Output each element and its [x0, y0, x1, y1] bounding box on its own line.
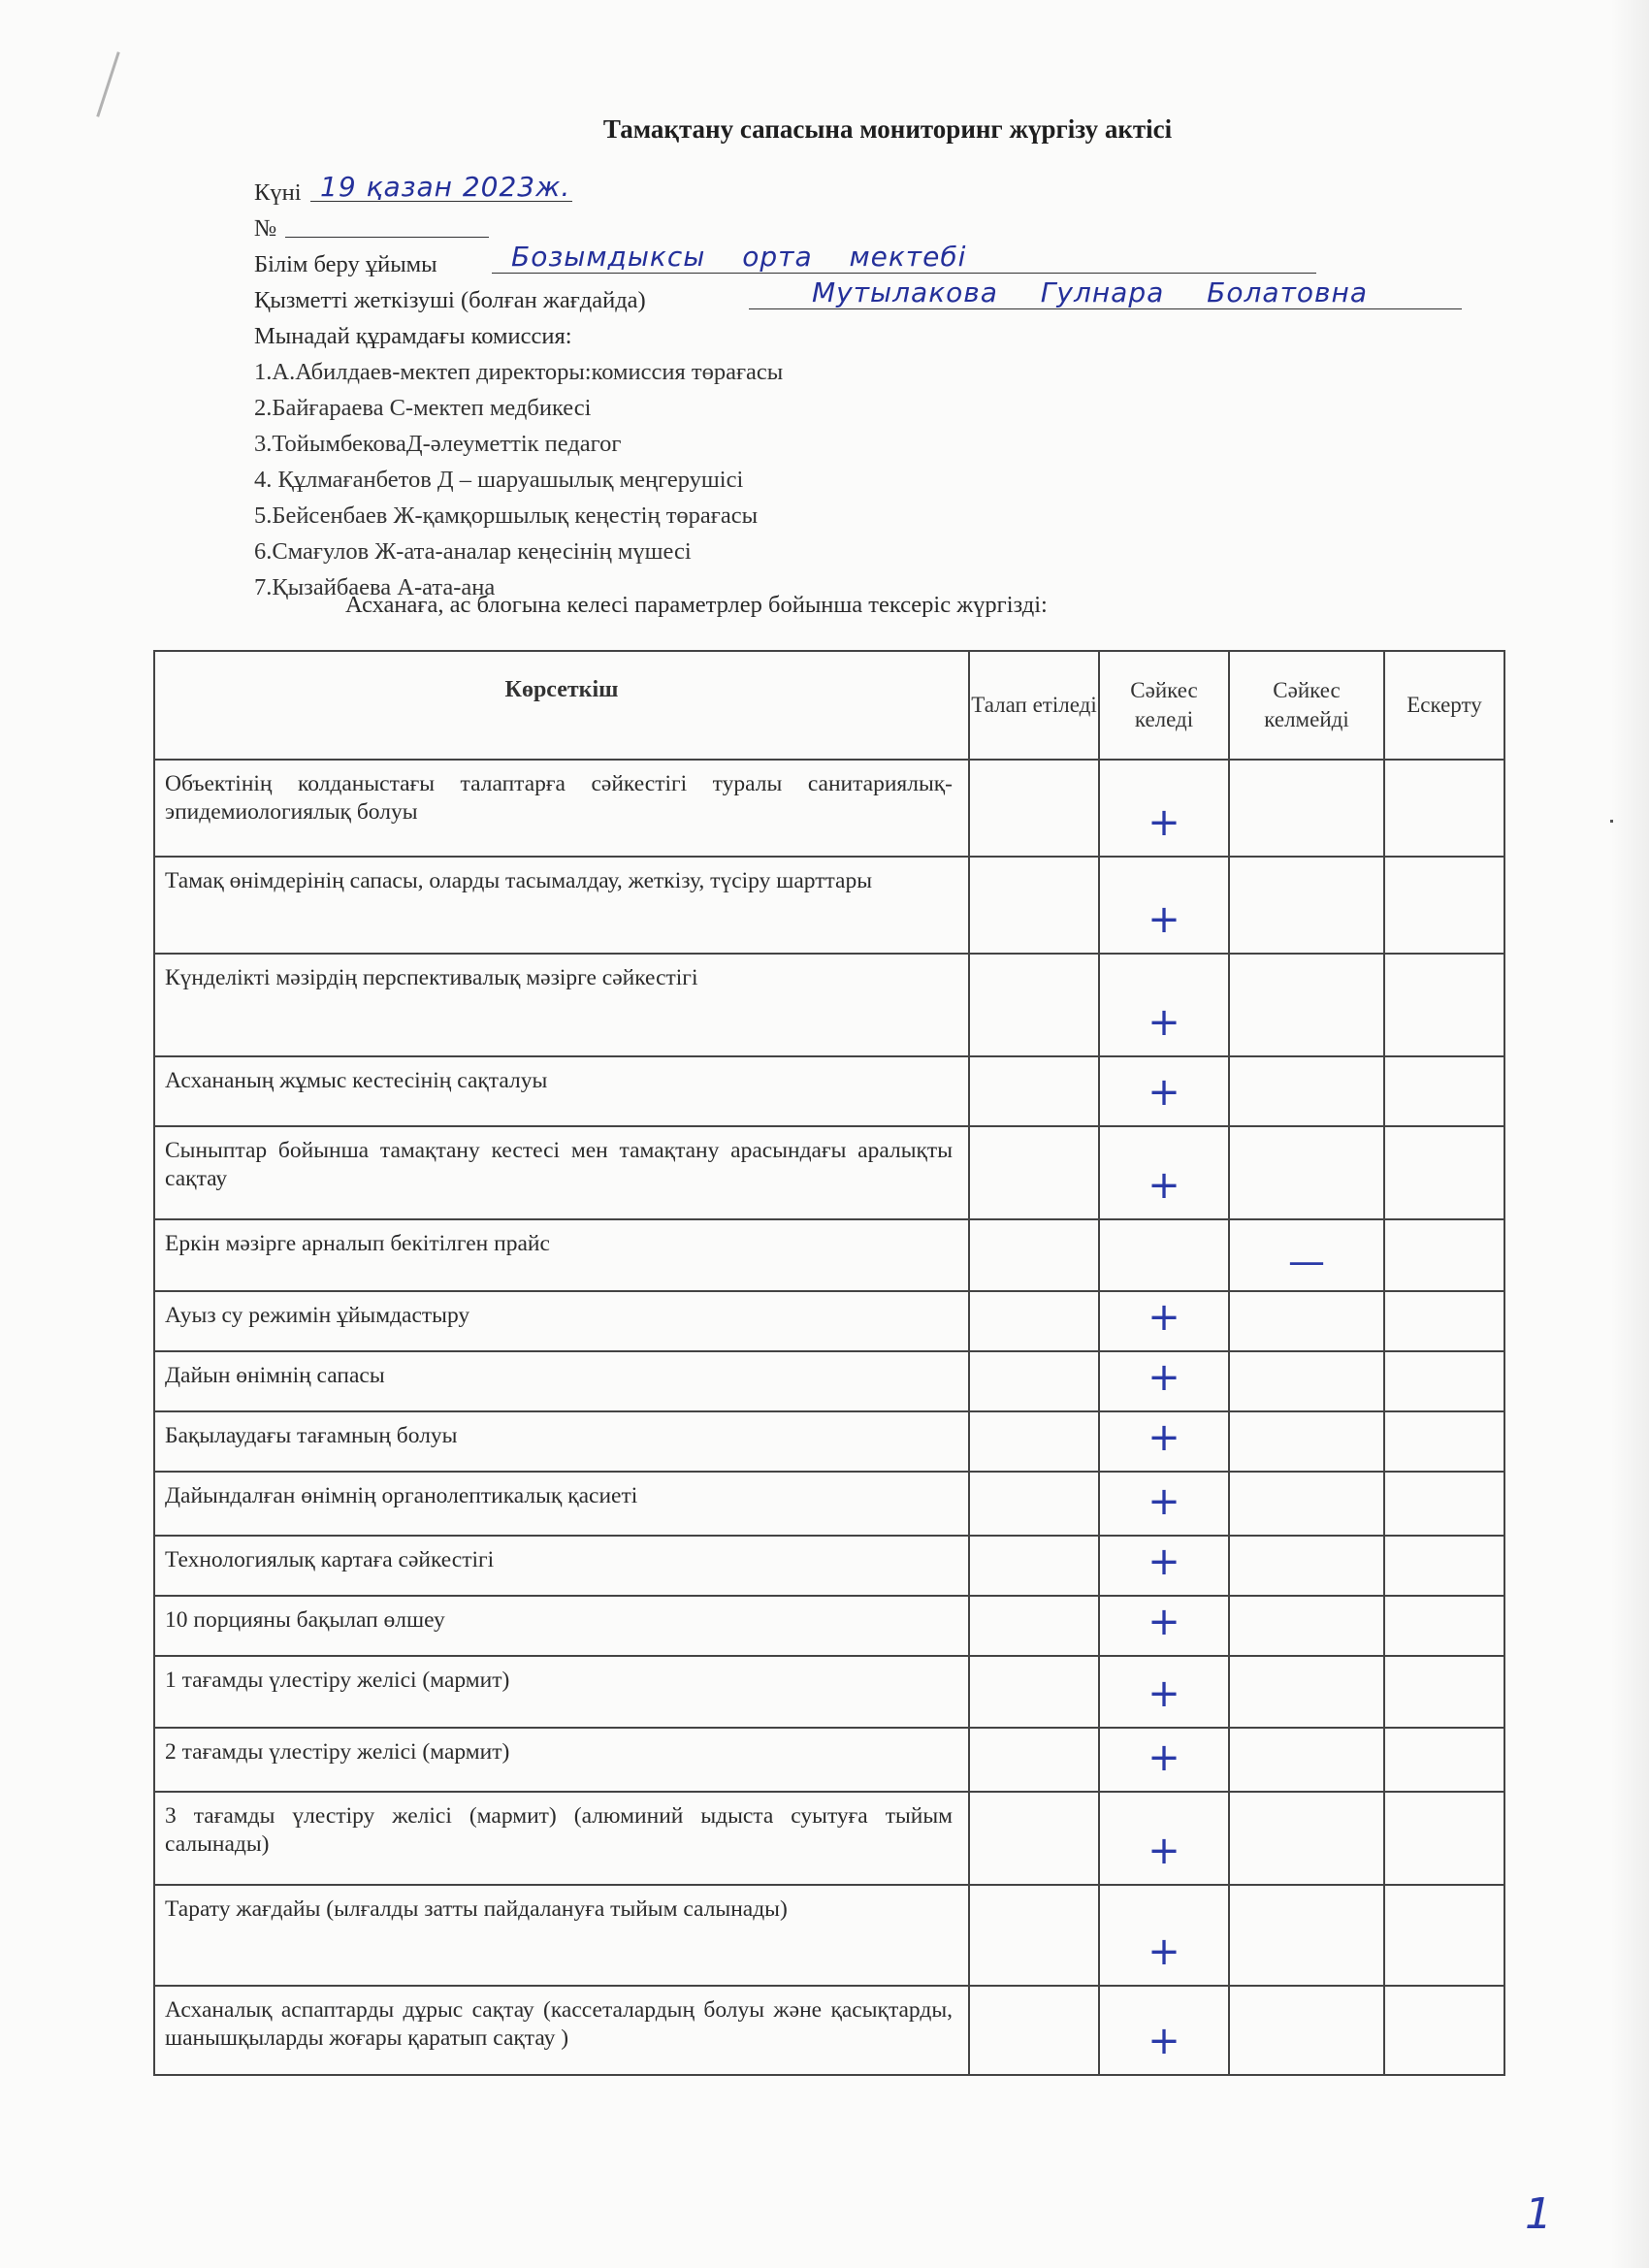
complies-cell: [1099, 1536, 1229, 1596]
required-cell: [969, 1472, 1099, 1536]
indicator-cell: Объектінің колданыстағы талаптарға сәйкестігі туралы санитариялық-эпидемиологиялық болуы: [154, 760, 969, 857]
complies-cell: [1099, 1291, 1229, 1351]
complies-cell: [1099, 1596, 1229, 1656]
complies-cell: [1099, 1219, 1229, 1291]
indicator-cell: 10 порцияны бақылап өлшеу: [154, 1596, 969, 1656]
note-cell: [1384, 1536, 1504, 1596]
indicator-cell: Ауыз су режимін ұйымдастыру: [154, 1291, 969, 1351]
scan-dot: [1610, 820, 1613, 823]
note-cell: [1384, 1596, 1504, 1656]
indicator-cell: Дайындалған өнімнің органолептикалық қасиеті: [154, 1472, 969, 1536]
not-complies-cell: [1229, 1986, 1384, 2075]
table-row: [154, 1472, 1504, 1536]
note-cell: [1384, 1885, 1504, 1986]
not-complies-cell: [1229, 1291, 1384, 1351]
not-complies-cell: [1229, 1126, 1384, 1219]
indicator-cell: 3 тағамды үлестіру желісі (мармит) (алюминий ыдыста суытуға тыйым салынады): [154, 1792, 969, 1885]
scan-edge: [1610, 0, 1649, 2268]
supplier-row: [254, 276, 1368, 318]
complies-cell: [1099, 1411, 1229, 1472]
table-row: [154, 1219, 1504, 1291]
member-1: 1.А.Абилдаев-мектеп директоры:комиссия төрағасы: [254, 359, 784, 385]
note-cell: [1384, 1656, 1504, 1728]
complies-cell: [1099, 1656, 1229, 1728]
table-row: [154, 1986, 1504, 2075]
complies-cell: [1099, 1126, 1229, 1219]
note-cell: [1384, 1291, 1504, 1351]
not-complies-cell: [1229, 857, 1384, 954]
not-complies-cell: [1229, 1792, 1384, 1885]
table-row: [154, 1792, 1504, 1885]
plus-mark: +: [1148, 1735, 1180, 1780]
indicator-cell: Технологиялық картаға сәйкестігі: [154, 1536, 969, 1596]
note-cell: [1384, 1472, 1504, 1536]
not-complies-cell: [1229, 954, 1384, 1056]
plus-mark: +: [1148, 897, 1180, 942]
required-cell: [969, 1792, 1099, 1885]
table-row: [154, 954, 1504, 1056]
note-cell: [1384, 1986, 1504, 2075]
not-complies-cell: [1229, 760, 1384, 857]
note-cell: [1384, 1728, 1504, 1792]
required-cell: [969, 760, 1099, 857]
plus-mark: +: [1148, 800, 1180, 845]
date-value: 19 қазан 2023ж.: [320, 171, 571, 203]
pen-mark: [96, 51, 119, 117]
note-cell: [1384, 760, 1504, 857]
plus-mark: +: [1148, 1671, 1180, 1716]
note-cell: [1384, 857, 1504, 954]
intro-text: Асханаға, ас блогына келесі параметрлер бойынша тексеріс жүргізді:: [345, 592, 1048, 618]
note-cell: [1384, 954, 1504, 1056]
member-7: 7.Қызайбаева А-ата-ана: [254, 574, 496, 600]
indicator-cell: 2 тағамды үлестіру желісі (мармит): [154, 1728, 969, 1792]
plus-mark: +: [1148, 1415, 1180, 1460]
table-row: [154, 1656, 1504, 1728]
complies-cell: [1099, 857, 1229, 954]
complies-cell: [1099, 760, 1229, 857]
plus-mark: +: [1148, 1295, 1180, 1340]
header-required: Талап етіледі: [969, 651, 1099, 760]
required-cell: [969, 1126, 1099, 1219]
indicator-cell: 1 тағамды үлестіру желісі (мармит): [154, 1656, 969, 1728]
required-cell: [969, 1291, 1099, 1351]
supplier-value: Мутылакова Гулнара Болатовна: [812, 276, 1368, 308]
not-complies-cell: [1229, 1056, 1384, 1126]
not-complies-cell: [1229, 1219, 1384, 1291]
supplier-label: Қызметті жеткізуші (болған жағдайда): [254, 287, 646, 313]
plus-mark: +: [1148, 1479, 1180, 1524]
plus-mark: +: [1148, 1000, 1180, 1045]
table-row: [154, 1126, 1504, 1219]
not-complies-cell: [1229, 1596, 1384, 1656]
not-complies-cell: [1229, 1351, 1384, 1411]
indicator-cell: Асханалық аспаптарды дұрыс сақтау (кассеталардың болуы және қасықтарды, шанышқыларды жоғары қаратып сақтау ): [154, 1986, 969, 2075]
number-underline: [285, 236, 489, 238]
complies-cell: [1099, 1351, 1229, 1411]
member-3: 3.ТойымбековаД-әлеуметтік педагог: [254, 431, 622, 457]
not-complies-cell: [1229, 1411, 1384, 1472]
required-cell: [969, 1728, 1099, 1792]
plus-mark: +: [1148, 1070, 1180, 1115]
table-row: [154, 1596, 1504, 1656]
note-cell: [1384, 1126, 1504, 1219]
indicator-cell: Тарату жағдайы (ылғалды затты пайдалануға тыйым салынады): [154, 1885, 969, 1986]
complies-cell: [1099, 1792, 1229, 1885]
not-complies-cell: [1229, 1885, 1384, 1986]
required-cell: [969, 1986, 1099, 2075]
plus-mark: +: [1148, 1600, 1180, 1644]
required-cell: [969, 1536, 1099, 1596]
table-row: [154, 1885, 1504, 1986]
commission-label: Мынадай құрамдағы комиссия:: [254, 323, 572, 349]
header-indicator: Көрсеткіш: [154, 651, 969, 760]
required-cell: [969, 1656, 1099, 1728]
required-cell: [969, 1411, 1099, 1472]
not-complies-cell: [1229, 1728, 1384, 1792]
member-5: 5.Бейсенбаев Ж-қамқоршылық кеңестің төрағасы: [254, 502, 759, 529]
plus-mark: +: [1148, 2019, 1180, 2063]
table-row: [154, 1536, 1504, 1596]
table-row: [154, 1291, 1504, 1351]
page-number: 1: [1525, 2189, 1552, 2239]
header-not-complies: Сәйкес келмейді: [1229, 651, 1384, 760]
required-cell: [969, 857, 1099, 954]
required-cell: [969, 1219, 1099, 1291]
indicator-cell: Асхананың жұмыс кестесінің сақталуы: [154, 1056, 969, 1126]
minus-mark: —: [1288, 1240, 1325, 1282]
required-cell: [969, 1885, 1099, 1986]
complies-cell: [1099, 1885, 1229, 1986]
indicator-cell: Тамақ өнімдерінің сапасы, оларды тасымалдау, жеткізу, түсіру шарттары: [154, 857, 969, 954]
table-row: [154, 1411, 1504, 1472]
table-row: [154, 760, 1504, 857]
complies-cell: [1099, 1728, 1229, 1792]
table-row: [154, 1056, 1504, 1126]
note-cell: [1384, 1411, 1504, 1472]
member-2: 2.Байғараева С-мектеп медбикесі: [254, 395, 592, 421]
plus-mark: +: [1148, 1539, 1180, 1584]
member-6: 6.Смағулов Ж-ата-аналар кеңесінің мүшесі: [254, 538, 692, 565]
complies-cell: [1099, 954, 1229, 1056]
monitoring-table: [153, 650, 1505, 2076]
org-value: Бозымдыксы орта мектебі: [511, 241, 967, 273]
complies-cell: [1099, 1472, 1229, 1536]
indicator-cell: Дайын өнімнің сапасы: [154, 1351, 969, 1411]
note-cell: [1384, 1792, 1504, 1885]
table-body: [154, 760, 1504, 2075]
date-label: Күні: [254, 179, 302, 206]
indicator-cell: Бақылаудағы тағамның болуы: [154, 1411, 969, 1472]
org-label: Білім беру ұйымы: [254, 251, 437, 277]
note-cell: [1384, 1056, 1504, 1126]
table-row: [154, 1728, 1504, 1792]
not-complies-cell: [1229, 1472, 1384, 1536]
document-title: Тамақтану сапасына мониторинг жүргізу актісі: [602, 114, 1173, 144]
table-header-row: [154, 651, 1504, 760]
member-4: 4. Құлмағанбетов Д – шаруашылық меңгерушісі: [254, 467, 744, 493]
header-note: Ескерту: [1384, 651, 1504, 760]
not-complies-cell: [1229, 1536, 1384, 1596]
plus-mark: +: [1148, 1355, 1180, 1400]
header-complies: Сәйкес келеді: [1099, 651, 1229, 760]
note-cell: [1384, 1219, 1504, 1291]
org-row: [254, 241, 967, 282]
indicator-cell: Сыныптар бойынша тамақтану кестесі мен тамақтану арасындағы аралықты сақтау: [154, 1126, 969, 1219]
number-label: №: [254, 215, 277, 242]
plus-mark: +: [1148, 1929, 1180, 1974]
note-cell: [1384, 1351, 1504, 1411]
indicator-cell: Күнделікті мәзірдің перспективалық мәзірге сәйкестігі: [154, 954, 969, 1056]
table-row: [154, 857, 1504, 954]
table-row: [154, 1351, 1504, 1411]
complies-cell: [1099, 1056, 1229, 1126]
required-cell: [969, 1351, 1099, 1411]
date-row: [254, 171, 783, 211]
indicator-cell: Еркін мәзірге арналып бекітілген прайс: [154, 1219, 969, 1291]
required-cell: [969, 954, 1099, 1056]
required-cell: [969, 1056, 1099, 1126]
complies-cell: [1099, 1986, 1229, 2075]
plus-mark: +: [1148, 1163, 1180, 1208]
not-complies-cell: [1229, 1656, 1384, 1728]
plus-mark: +: [1148, 1829, 1180, 1873]
required-cell: [969, 1596, 1099, 1656]
